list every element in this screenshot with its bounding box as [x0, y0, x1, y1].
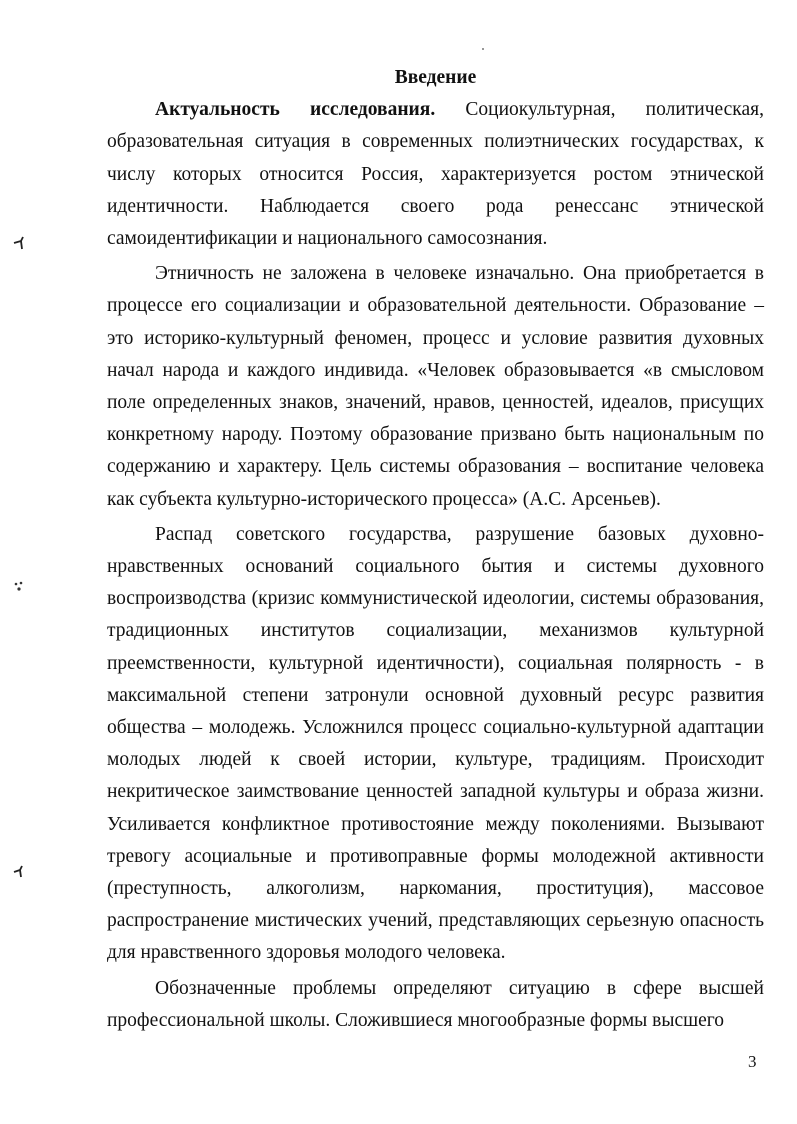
relevance-lead: Актуальность исследования.	[155, 99, 436, 121]
paragraph-relevance	[107, 94, 764, 255]
section-heading: Введение	[394, 67, 477, 88]
margin-mark-3	[12, 862, 26, 880]
paragraph-ethnicity: Этничность не заложена в человеке изначально. Она приобретается в процессе его социализации и образовательной деятельности. Образование – это историко-культурный феномен, процесс и условие развития духовных начал народа и каждого индивида. «Человек образовывается «в смысловом поле определенных знаков, значений, нравов, ценностей, идеалов, присущих конкретному народу. Поэтому образование призвано быть национальным по содержанию и характеру. Цель системы образования – воспитание человека как субъекта культурно-исторического процесса» (А.С. Арсеньев).	[107, 263, 764, 510]
margin-mark-1	[12, 234, 26, 252]
scan-speck	[482, 48, 484, 50]
body-text	[107, 62, 764, 1037]
relevance-text: Социокультурная, политическая, образовательная ситуация в современных полиэтнических государствах, к числу которых относится Россия, характеризуется ростом этнической идентичности. Наблюдается своего рода ренессанс этнической самоидентификации и национального самосознания.	[107, 99, 764, 250]
margin-mark-2	[12, 578, 26, 596]
paragraph-problems: Обозначенные проблемы определяют ситуацию в сфере высшей профессиональной школы. Сложившиеся многообразные формы высшего	[107, 977, 764, 1031]
page-number: 3	[748, 1052, 757, 1071]
paragraph-collapse: Распад советского государства, разрушение базовых духовно-нравственных оснований социального бытия и системы духовного воспроизводства (кризис коммунистической идеологии, системы образования, традиционных институтов социализации, механизмов культурной преемственности, культурной идентичности), социальная полярность - в максимальной степени затронули основной духовный ресурс развития общества – молодежь. Усложнился процесс социально-культурной адаптации молодых людей к своей истории, культуре, традициям. Происходит некритическое заимствование ценностей западной культуры и образа жизни. Усиливается конфликтное противостояние между поколениями. Вызывают тревогу асоциальные и противоправные формы молодежной активности (преступность, алкоголизм, наркомания, проституция), массовое распространение мистических учений, представляющих серьезную опасность для нравственного здоровья молодого человека.	[107, 523, 764, 964]
